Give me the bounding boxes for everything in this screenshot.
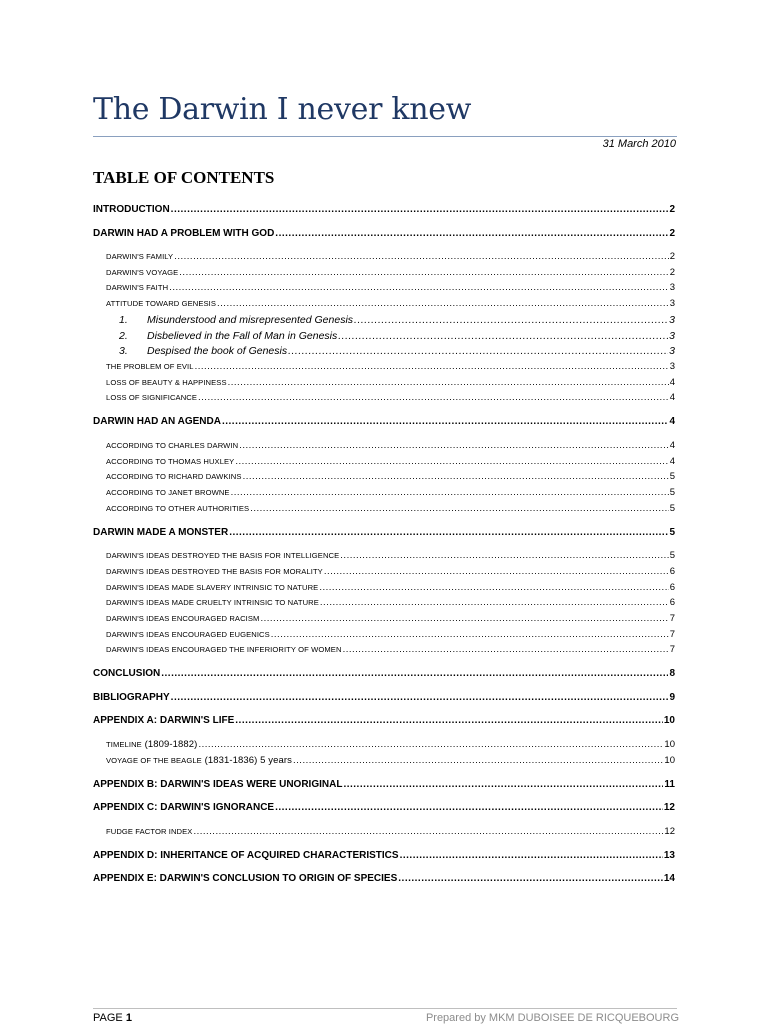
- toc-entry-label: [147, 314, 353, 326]
- toc-entry-label: [93, 668, 160, 679]
- toc-entry[interactable]: [119, 345, 675, 357]
- toc-entry[interactable]: [93, 873, 675, 884]
- toc-entry-label: [106, 755, 292, 766]
- toc-dot-leader: [338, 330, 668, 342]
- toc-entry[interactable]: [93, 850, 675, 861]
- toc-entry-page: 4: [669, 392, 675, 404]
- toc-entry[interactable]: [93, 228, 675, 239]
- toc-entry-title: APPENDIX C: DARWIN'S IGNORANCE: [93, 802, 275, 813]
- toc-entry-page: 6: [669, 597, 675, 609]
- toc-entry-label: [106, 378, 227, 387]
- toc-entry-title: DARWIN'S FAMILY: [106, 252, 174, 261]
- footer-prepared-by: Prepared by MKM DUBOISEE DE RICQUEBOURG: [425, 1012, 679, 1024]
- toc-dot-leader: [171, 692, 669, 703]
- toc-entry-page: 7: [669, 644, 675, 656]
- document-title: The Darwin I never knew: [93, 92, 472, 127]
- toc-entry[interactable]: [106, 613, 675, 624]
- toc-entry[interactable]: [106, 739, 675, 750]
- toc-entry-label: [106, 252, 173, 261]
- toc-entry-page: 6: [669, 565, 675, 577]
- toc-entry-page: 3: [669, 298, 675, 310]
- toc-entry-label: [106, 827, 192, 836]
- toc-entry[interactable]: [106, 471, 675, 482]
- toc-entry[interactable]: [106, 503, 675, 514]
- toc-entry[interactable]: [93, 779, 675, 790]
- toc-entry-title: DARWIN'S IDEAS DESTROYED THE BASIS FOR INTELLIGENCE: [106, 551, 340, 561]
- toc-entry[interactable]: [93, 416, 675, 427]
- toc-entry-page: 4: [669, 439, 675, 451]
- toc-entry-suffix: (1831-1836) 5 years: [201, 754, 293, 766]
- toc-dot-leader: [343, 644, 669, 655]
- toc-entry[interactable]: [106, 377, 675, 388]
- toc-entry-page: 3: [669, 313, 675, 326]
- toc-entry-page: 12: [664, 825, 675, 837]
- toc-dot-leader: [193, 826, 663, 837]
- toc-entry-page: 2: [669, 227, 675, 239]
- toc-entry-page: 7: [669, 612, 675, 624]
- toc-dot-leader: [174, 251, 668, 262]
- toc-entry-title: LOSS OF SIGNIFICANCE: [106, 393, 198, 403]
- toc-dot-leader: [275, 802, 663, 813]
- toc-entry[interactable]: [106, 361, 675, 372]
- toc-entry-page: 2: [669, 204, 675, 215]
- toc-entry[interactable]: [106, 597, 675, 608]
- toc-entry[interactable]: [106, 392, 675, 403]
- toc-entry-page: 12: [663, 802, 675, 813]
- toc-entry-page: 3: [669, 345, 675, 358]
- toc-entry-title: DARWIN HAD AN AGENDA: [93, 416, 221, 428]
- toc-entry-label: [93, 527, 228, 538]
- toc-entry-title: TIMELINE: [106, 739, 142, 749]
- toc-entry-page: 3: [669, 329, 675, 342]
- toc-entry-label: [106, 488, 230, 497]
- toc-entry-page: 5: [669, 502, 675, 514]
- toc-dot-leader: [324, 566, 669, 577]
- toc-dot-leader: [235, 456, 668, 467]
- title-divider: [93, 136, 677, 137]
- toc-entry-label: [106, 299, 216, 308]
- toc-entry-page: 11: [664, 778, 675, 790]
- toc-entry-label: [106, 457, 234, 466]
- toc-entry-title: BIBLIOGRAPHY: [93, 691, 170, 703]
- toc-entry-title: LOSS OF BEAUTY & HAPPINESS: [106, 377, 227, 387]
- toc-dot-leader: [195, 361, 669, 372]
- toc-entry-label: [106, 551, 339, 560]
- toc-entry-label: [93, 802, 274, 813]
- toc-entry-title: THE PROBLEM OF EVIL: [106, 361, 194, 371]
- toc-entry-label: [93, 416, 221, 427]
- toc-dot-leader: [343, 779, 663, 790]
- toc-entry-label: [106, 393, 197, 402]
- toc-entry[interactable]: [106, 644, 675, 655]
- toc-entry-number: 3.: [119, 345, 128, 358]
- toc-entry-label: [93, 228, 274, 239]
- toc-entry[interactable]: [93, 715, 675, 726]
- toc-dot-leader: [229, 527, 668, 538]
- toc-entry-label: [106, 739, 197, 750]
- toc-entry-label: [106, 472, 242, 481]
- footer-divider: [93, 1008, 677, 1009]
- toc-entry[interactable]: [119, 330, 675, 342]
- toc-entry-label: [106, 283, 168, 292]
- toc-dot-leader: [398, 873, 663, 884]
- toc-entry-page: 7: [669, 628, 675, 640]
- toc-entry-title: VOYAGE OF THE BEAGLE: [106, 755, 202, 765]
- toc-entry-title: ACCORDING TO JANET BROWNE: [106, 487, 230, 497]
- toc-dot-leader: [260, 613, 668, 624]
- toc-dot-leader: [239, 440, 668, 451]
- toc-dot-leader: [231, 487, 669, 498]
- toc-dot-leader: [250, 503, 668, 514]
- toc-heading: TABLE OF CONTENTS: [93, 168, 275, 187]
- toc-entry-page: 4: [669, 416, 675, 428]
- toc-entry-page: 5: [669, 486, 675, 498]
- toc-entry-title: ACCORDING TO THOMAS HUXLEY: [106, 456, 235, 466]
- toc-entry-label: [147, 345, 287, 357]
- toc-dot-leader: [243, 471, 669, 482]
- toc-entry-title: DARWIN'S IDEAS ENCOURAGED EUGENICS: [106, 629, 270, 639]
- toc-entry-page: 3: [669, 282, 675, 294]
- toc-entry-page: 10: [664, 754, 675, 766]
- toc-entry-label: [93, 692, 170, 703]
- toc-entry[interactable]: [106, 282, 675, 293]
- toc-entry-title: DARWIN'S IDEAS MADE SLAVERY INTRINSIC TO NATURE: [106, 582, 319, 592]
- toc-entry-title: DARWIN'S VOYAGE: [106, 267, 179, 277]
- toc-entry-title: ACCORDING TO RICHARD DAWKINS: [106, 472, 242, 482]
- toc-entry-label: [106, 614, 259, 623]
- toc-entry-title: APPENDIX B: DARWIN'S IDEAS WERE UNORIGINAL: [93, 778, 343, 790]
- toc-entry-title: ACCORDING TO OTHER AUTHORITIES: [106, 503, 250, 513]
- toc-entry-label: [106, 645, 342, 654]
- document-date: 31 March 2010: [602, 138, 676, 150]
- footer-page-number: [93, 1012, 132, 1024]
- toc-entry-label: [93, 204, 170, 215]
- toc-entry-title: ATTITUDE TOWARD GENESIS: [106, 299, 217, 309]
- toc-entry-label: [93, 715, 234, 726]
- toc-entry[interactable]: [93, 204, 675, 215]
- toc-dot-leader: [288, 345, 668, 357]
- toc-entry-page: 6: [669, 581, 675, 593]
- toc-entry[interactable]: [119, 314, 675, 326]
- toc-entry-title: DARWIN'S IDEAS ENCOURAGED THE INFERIORITY OF WOMEN: [106, 645, 342, 655]
- toc-entry[interactable]: [93, 692, 675, 703]
- toc-entry[interactable]: [106, 755, 675, 766]
- toc-entry-page: 13: [663, 849, 675, 861]
- toc-entry[interactable]: [106, 550, 675, 561]
- toc-entry-title: CONCLUSION: [93, 668, 161, 680]
- toc-entry-page: 5: [669, 471, 675, 483]
- toc-entry-page: 2: [669, 266, 675, 278]
- toc-entry-page: 4: [669, 376, 675, 388]
- toc-entry[interactable]: [106, 251, 675, 262]
- toc-dot-leader: [179, 267, 668, 278]
- toc-entry-label: [93, 779, 342, 790]
- toc-entry-page: 2: [669, 251, 675, 262]
- toc-dot-leader: [217, 298, 669, 309]
- toc-entry-suffix: (1809-1882): [141, 738, 198, 750]
- toc-entry[interactable]: [106, 456, 675, 467]
- toc-dot-leader: [171, 204, 669, 215]
- toc-entry-title: APPENDIX D: INHERITANCE OF ACQUIRED CHARACTERISTICS: [93, 849, 399, 861]
- toc-entry-title: DARWIN HAD A PROBLEM WITH GOD: [93, 227, 275, 239]
- toc-entry-label: [106, 362, 194, 371]
- toc-entry-label: [106, 583, 318, 592]
- toc-dot-leader: [198, 392, 669, 403]
- toc-entry-page: 14: [663, 873, 675, 884]
- toc-entry-page: 5: [669, 526, 675, 538]
- toc-entry-title: ACCORDING TO CHARLES DARWIN: [106, 440, 239, 450]
- toc-entry-title: DARWIN'S IDEAS MADE CRUELTY INTRINSIC TO NATURE: [106, 598, 319, 608]
- toc-entry[interactable]: [106, 826, 675, 837]
- toc-entry-title: DARWIN'S IDEAS ENCOURAGED RACISM: [106, 613, 260, 623]
- toc-dot-leader: [271, 629, 669, 640]
- toc-entry-title: APPENDIX A: DARWIN'S LIFE: [93, 715, 235, 727]
- toc-entry-label: [106, 504, 249, 513]
- toc-entry[interactable]: [106, 298, 675, 309]
- toc-dot-leader: [169, 282, 669, 293]
- toc-entry[interactable]: [106, 629, 675, 640]
- toc-dot-leader: [275, 228, 668, 239]
- toc-dot-leader: [198, 739, 663, 750]
- toc-entry-label: [93, 850, 399, 861]
- toc-dot-leader: [161, 668, 668, 679]
- toc-entry[interactable]: [106, 566, 675, 577]
- toc-entry-page: 9: [669, 691, 675, 703]
- footer-page-label: PAGE: [93, 1012, 123, 1024]
- toc-entry-label: [106, 630, 270, 639]
- toc-entry-number: 2.: [119, 329, 128, 342]
- toc-entry-label: [93, 873, 397, 884]
- toc-dot-leader: [320, 597, 669, 608]
- toc-entry-label: [106, 441, 238, 450]
- toc-dot-leader: [319, 582, 668, 593]
- toc-entry[interactable]: [93, 802, 675, 813]
- toc-entry-title: APPENDIX E: DARWIN'S CONCLUSION TO ORIGIN OF SPECIES: [93, 873, 398, 884]
- toc-entry-page: 3: [669, 360, 675, 372]
- toc-entry-page: 5: [669, 550, 675, 562]
- toc-entry-number: 1.: [119, 313, 128, 326]
- toc-entry-title: Disbelieved in the Fall of Man in Genesis: [147, 329, 338, 342]
- toc-entry-title: Misunderstood and misrepresented Genesis: [147, 313, 354, 326]
- toc-dot-leader: [354, 314, 668, 326]
- toc-entry[interactable]: [106, 582, 675, 593]
- toc-entry-label: [147, 330, 337, 342]
- toc-entry-label: [106, 567, 323, 576]
- toc-dot-leader: [293, 755, 663, 766]
- toc-entry-title: FUDGE FACTOR INDEX: [106, 826, 193, 836]
- toc-entry-page: 8: [669, 668, 675, 680]
- toc-entry-page: 4: [669, 455, 675, 467]
- toc-entry-title: DARWIN'S IDEAS DESTROYED THE BASIS FOR MORALITY: [106, 566, 323, 576]
- toc-entry-label: [106, 598, 319, 607]
- toc-entry-title: DARWIN MADE A MONSTER: [93, 526, 229, 538]
- toc-entry[interactable]: [93, 527, 675, 538]
- toc-entry-title: INTRODUCTION: [93, 204, 170, 215]
- footer-page-value: 1: [125, 1012, 132, 1024]
- toc-entry[interactable]: [106, 440, 675, 451]
- toc-dot-leader: [400, 850, 663, 861]
- toc-entry[interactable]: [93, 668, 675, 679]
- toc-entry-page: 10: [664, 738, 675, 750]
- toc-entry-title: Despised the book of Genesis: [147, 345, 288, 358]
- toc-entry-title: DARWIN'S FAITH: [106, 283, 169, 293]
- toc-dot-leader: [235, 715, 663, 726]
- toc-entry[interactable]: [106, 267, 675, 278]
- toc-entry[interactable]: [106, 487, 675, 498]
- toc-dot-leader: [228, 377, 669, 388]
- toc-dot-leader: [340, 550, 668, 561]
- toc-dot-leader: [222, 416, 668, 427]
- toc-entry-page: 10: [663, 715, 675, 727]
- toc-entry-label: [106, 268, 178, 277]
